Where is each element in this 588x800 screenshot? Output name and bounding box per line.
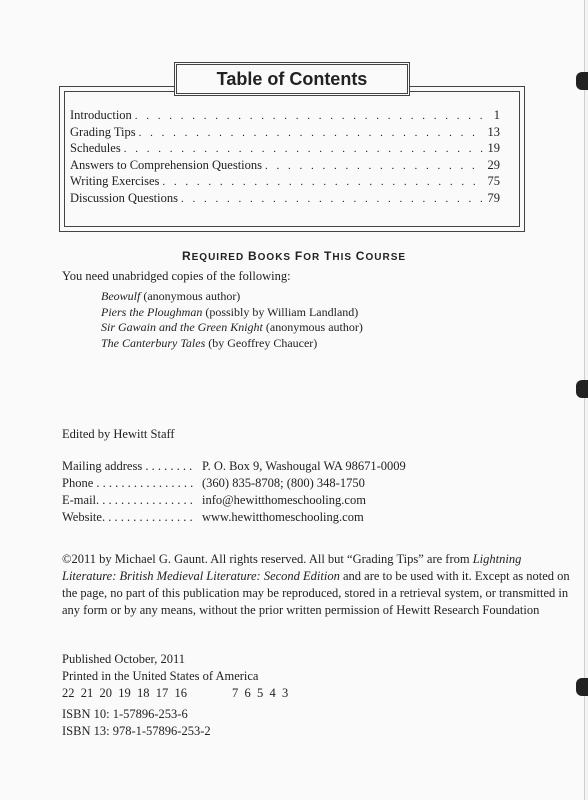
leader-dots (181, 193, 483, 205)
published-date: Published October, 2011 (62, 652, 185, 666)
toc-entry-label: Discussion Questions (70, 190, 178, 205)
contact-label: E-mail. . . . . . . . . . . . . . . . (62, 493, 193, 507)
toc-entry-page: 19 (487, 141, 500, 156)
toc-entry-page: 79 (487, 190, 500, 205)
toc-entry-label: Schedules (70, 141, 121, 156)
toc-entry (70, 108, 500, 125)
isbn-info (62, 706, 211, 740)
printing-line: 22 21 20 19 18 17 16 7 6 5 4 3 (62, 686, 289, 700)
toc-entry-page: 29 (487, 157, 500, 172)
toc-entry (70, 158, 500, 175)
toc-entry (70, 125, 500, 142)
book-item: Piers the Ploughman (possibly by William Landland) (101, 304, 359, 319)
toc-entry-label: Introduction (70, 108, 132, 122)
binder-hole (576, 72, 588, 90)
contact-row (62, 493, 406, 510)
toc-entry-page: 75 (487, 174, 500, 189)
copyright-notice: ©2011 by Michael G. Gaunt. All rights reserved. All but “Grading Tips” are from Lightning Literature: British Medieval Literature: Second Edition and are to be used with it. Except as noted on the page, no part of this publication may be reproduced, stored in a retrieval system, or transmitted in any form or by any means, without the prior written permission of Hewitt Research Foundation (62, 552, 570, 617)
leader-dots (124, 143, 483, 155)
leader-dots (265, 160, 483, 172)
book-item: Sir Gawain and the Green Knight (anonymous author) (101, 320, 363, 334)
required-books-heading: REQUIRED BOOKS FOR THIS COURSE (181, 249, 407, 263)
toc-entry-page: 1 (493, 108, 500, 122)
required-intro: You need unabridged copies of the following: (62, 269, 291, 283)
binder-hole (576, 380, 588, 398)
toc-entry-label: Writing Exercises (70, 174, 160, 189)
toc-entry-label: Answers to Comprehension Questions (70, 157, 262, 172)
toc-list (70, 108, 500, 208)
toc-title: Table of Contents (176, 64, 408, 94)
contact-value: (360) 835-8708; (800) 348-1750 (202, 476, 365, 490)
printed-in: Printed in the United States of America (62, 669, 259, 683)
toc-entry-label: Grading Tips (70, 124, 136, 139)
toc-entry (70, 174, 500, 191)
contact-value: P. O. Box 9, Washougal WA 98671-0009 (202, 459, 406, 473)
binder-hole (576, 678, 588, 696)
contact-info (62, 459, 406, 527)
contact-label: Website. . . . . . . . . . . . . . . (62, 510, 193, 524)
isbn-13: ISBN 13: 978-1-57896-253-2 (62, 724, 211, 738)
contact-row (62, 510, 406, 527)
toc-entry-page: 13 (487, 124, 500, 139)
book-item: Beowulf (anonymous author) (101, 289, 241, 303)
contact-label: Mailing address . . . . . . . . (62, 459, 193, 473)
contact-label: Phone . . . . . . . . . . . . . . . . (62, 476, 194, 490)
leader-dots (135, 110, 483, 122)
leader-dots (162, 176, 483, 188)
contact-value: info@hewitthomeschooling.com (202, 493, 366, 507)
contact-value: www.hewitthomeschooling.com (202, 510, 364, 524)
contact-row (62, 476, 406, 493)
publication-info (62, 651, 288, 702)
book-item: The Canterbury Tales (by Geoffrey Chaucer) (101, 335, 318, 350)
contact-row (62, 459, 406, 476)
book-list (101, 289, 363, 351)
toc-entry (70, 141, 500, 158)
isbn-10: ISBN 10: 1-57896-253-6 (62, 707, 188, 721)
edited-by: Edited by Hewitt Staff (62, 427, 175, 441)
leader-dots (139, 127, 483, 139)
toc-entry (70, 191, 500, 208)
